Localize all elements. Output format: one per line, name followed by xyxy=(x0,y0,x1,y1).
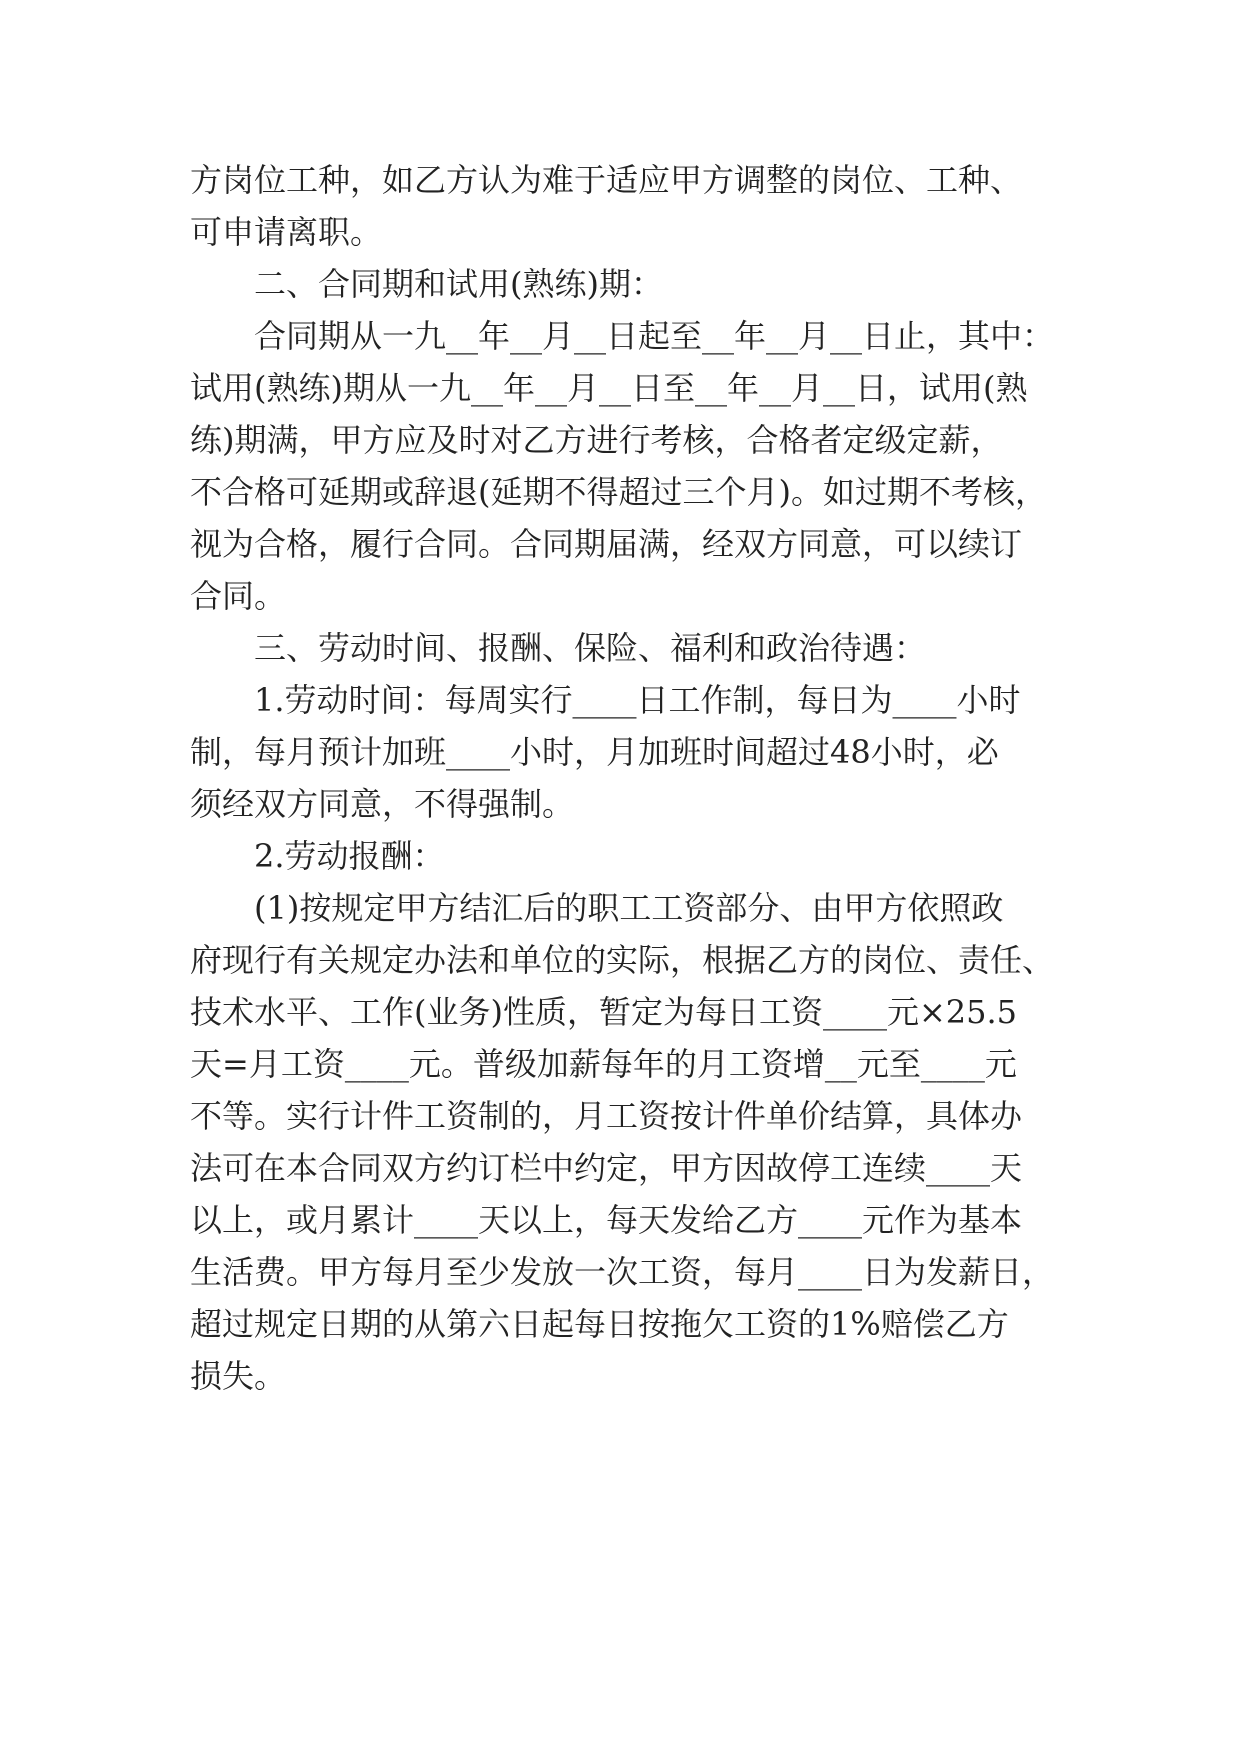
body-line: 天=月工资____元。普级加薪每年的月工资增__元至____元 xyxy=(190,1045,1017,1083)
body-line: 府现行有关规定办法和单位的实际，根据乙方的岗位、责任、 xyxy=(190,941,1055,979)
body-line: 生活费。甲方每月至少发放一次工资，每月____日为发薪日， xyxy=(190,1253,1055,1291)
body-line: 不等。实行计件工资制的，月工资按计件单价结算，具体办 xyxy=(190,1097,1023,1135)
body-line: 合同。 xyxy=(190,577,287,615)
body-line: 超过规定日期的从第六日起每日按拖欠工资的1%赔偿乙方 xyxy=(190,1305,1009,1343)
body-line: 练)期满，甲方应及时对乙方进行考核，合格者定级定薪， xyxy=(190,421,1003,459)
body-line: 合同期从一九__年__月__日起至__年__月__日止，其中： xyxy=(254,317,1055,355)
subheading-remuneration: 2.劳动报酬： xyxy=(254,837,445,875)
body-line: 技术水平、工作(业务)性质，暂定为每日工资____元×25.5 xyxy=(190,993,1018,1031)
body-line: 法可在本合同双方约订栏中约定，甲方因故停工连续____天 xyxy=(190,1149,1023,1187)
body-line: 损失。 xyxy=(190,1357,287,1395)
body-line: 1.劳动时间：每周实行____日工作制，每日为____小时 xyxy=(254,681,1021,719)
body-line: 可申请离职。 xyxy=(190,213,383,251)
body-line: 以上，或月累计____天以上，每天发给乙方____元作为基本 xyxy=(190,1201,1023,1239)
body-line: (1)按规定甲方结汇后的职工工资部分、由甲方依照政 xyxy=(254,889,1004,927)
section-heading-working-hours: 三、劳动时间、报酬、保险、福利和政治待遇： xyxy=(254,629,927,667)
section-heading-contract-period: 二、合同期和试用(熟练)期： xyxy=(254,265,663,303)
body-line: 须经双方同意，不得强制。 xyxy=(190,785,575,823)
body-line: 试用(熟练)期从一九__年__月__日至__年__月__日，试用(熟 xyxy=(190,369,1028,407)
body-line: 不合格可延期或辞退(延期不得超过三个月)。如过期不考核， xyxy=(190,473,1047,511)
body-line: 制，每月预计加班____小时，月加班时间超过48小时，必 xyxy=(190,733,999,771)
body-line: 方岗位工种，如乙方认为难于适应甲方调整的岗位、工种、 xyxy=(190,161,1023,199)
body-line: 视为合格，履行合同。合同期届满，经双方同意，可以续订 xyxy=(190,525,1023,563)
